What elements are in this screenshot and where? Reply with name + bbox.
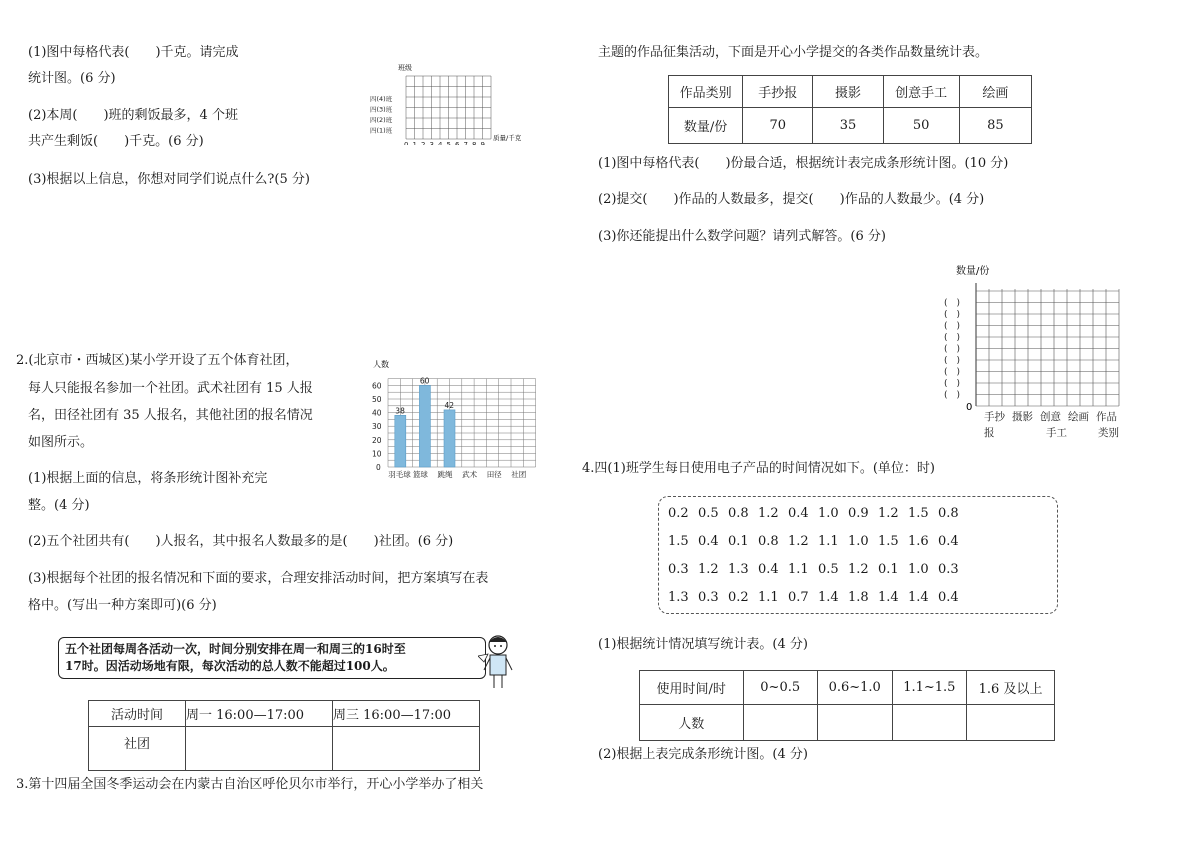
q3-blank-chart-svg — [938, 262, 1128, 444]
usage-data-value: 1.1 — [788, 562, 809, 577]
q2-bar-value-label: 42 — [444, 400, 455, 410]
q1-row-label: 四(4)班 — [370, 95, 393, 103]
q3-category-label: 手抄 — [984, 411, 1005, 423]
q1-row-label: 四(3)班 — [370, 105, 393, 114]
q1-xtick: 8 — [472, 141, 477, 145]
q3-intro-start: 3.第十四届全国冬季运动会在内蒙古自治区呼伦贝尔市举行，开心小学举办了相关 — [16, 777, 484, 792]
q2-category-label: 武术 — [462, 470, 478, 479]
bubble-line2: 17时。因活动场地有限，每次活动的总人数不能超过100人。 — [65, 659, 395, 673]
usage-data-value: 1.8 — [848, 590, 869, 605]
q3-category-label: 创意 — [1040, 411, 1061, 423]
usage-data-value: 0.5 — [818, 562, 839, 577]
usage-cell-range1[interactable] — [743, 705, 817, 741]
usage-data-value: 0.8 — [758, 534, 779, 549]
works-count-table — [668, 75, 1032, 144]
q3-category-label: 作品 — [1096, 411, 1117, 423]
q1-xtick: 7 — [463, 141, 468, 145]
usage-header-time: 使用时间/时 — [640, 671, 744, 705]
q1-row-label: 四(1)班 — [370, 126, 393, 135]
q1-chart — [368, 60, 538, 145]
q1-xtick: 9 — [480, 141, 485, 145]
q3-ytick-blank: ( ) — [944, 344, 961, 355]
usage-data-row — [668, 562, 968, 577]
usage-data-value: 1.3 — [668, 590, 689, 605]
usage-data-value: 1.1 — [758, 590, 779, 605]
q2-part1-line1: (1)根据上面的信息，将条形统计图补充完 — [28, 471, 268, 486]
usage-data-value: 0.7 — [788, 590, 809, 605]
q4-intro: 4.四(1)班学生每日使用电子产品的时间情况如下。(单位：时) — [582, 461, 935, 476]
q2-ytick: 50 — [372, 395, 382, 404]
usage-data-value: 0.4 — [698, 534, 719, 549]
q1-chart-svg — [368, 60, 538, 145]
works-header-craft: 创意手工 — [883, 76, 959, 108]
plan-cell-monday[interactable] — [186, 727, 333, 771]
q3-part1: (1)图中每格代表( )份最合适，根据统计表完成条形统计图。(10 分) — [598, 156, 1009, 171]
q2-ytick: 10 — [372, 449, 382, 459]
usage-data-value: 0.8 — [728, 506, 749, 521]
q1-row-label: 四(2)班 — [370, 116, 393, 124]
usage-data-value: 1.5 — [908, 506, 929, 521]
q1-xtick: 6 — [455, 141, 460, 145]
usage-data-value: 1.0 — [908, 562, 929, 577]
usage-data-value: 1.2 — [878, 506, 899, 521]
q1-xtick: 1 — [412, 141, 417, 145]
q2-part3-line2: 格中。(写出一种方案即可)(6 分) — [28, 598, 217, 613]
usage-header-range2: 0.6~1.0 — [817, 671, 892, 705]
usage-data-value: 0.4 — [788, 506, 809, 521]
q2-bar — [395, 415, 406, 467]
q3-category-label: 摄影 — [1012, 411, 1033, 423]
q2-bar — [419, 385, 430, 467]
works-value-handcopy: 70 — [743, 108, 813, 144]
q1-chart-xlabel: 质量/千克 — [493, 134, 522, 142]
q4-part2: (2)根据上表完成条形统计图。(4 分) — [598, 747, 808, 762]
usage-data-value: 0.9 — [848, 506, 869, 521]
q4-part1: (1)根据统计情况填写统计表。(4 分) — [598, 637, 808, 652]
usage-data-value: 0.2 — [668, 506, 689, 521]
usage-header-range1: 0~0.5 — [743, 671, 817, 705]
q2-intro-line2: 每人只能报名参加一个社团。武术社团有 15 人报 — [28, 381, 313, 396]
q3-ytick-blank: ( ) — [944, 390, 961, 401]
q3-ytick-blank: ( ) — [944, 367, 961, 378]
q2-intro-line3: 名，田径社团有 35 人报名，其他社团的报名情况 — [28, 408, 313, 423]
plan-header-time: 活动时间 — [89, 701, 186, 727]
q2-category-label: 篮球 — [412, 470, 428, 479]
q1-xtick: 0 — [404, 141, 409, 145]
bubble-line1: 五个社团每周各活动一次，时间分别安排在周一和周三的16时至 — [65, 642, 406, 656]
q2-bar — [444, 410, 455, 467]
q3-ytick-blank: ( ) — [944, 321, 961, 332]
q3-category-label-line2: 报 — [984, 427, 995, 439]
plan-cell-wednesday[interactable] — [333, 727, 480, 771]
q1-part3: (3)根据以上信息，你想对同学们说点什么?(5 分) — [28, 172, 310, 187]
q1-part2-line2: 共产生剩饭( )千克。(6 分) — [28, 134, 204, 149]
works-row-count: 数量/份 — [669, 108, 743, 144]
usage-data-row — [668, 590, 968, 605]
q2-category-label: 社团 — [511, 470, 527, 479]
usage-data-value: 1.5 — [668, 534, 689, 549]
q2-intro-line1: 2.(北京市・西城区)某小学开设了五个体育社团， — [16, 353, 299, 368]
q2-bar-chart-svg — [368, 355, 548, 483]
usage-data-row — [668, 534, 968, 549]
rules-speech-bubble — [58, 637, 486, 679]
usage-data-value: 1.0 — [818, 506, 839, 521]
q1-part2-line1: (2)本周( )班的剩饭最多，4 个班 — [28, 108, 238, 123]
q3-chart-zero: 0 — [966, 402, 973, 413]
q2-intro-line4: 如图所示。 — [28, 435, 94, 450]
q2-chart-ylabel: 人数 — [373, 360, 389, 369]
activity-plan-table — [88, 700, 480, 771]
usage-data-value: 0.1 — [728, 534, 749, 549]
q1-part1-line1: (1)图中每格代表( )千克。请完成 — [28, 45, 239, 60]
q3-ytick-blank: ( ) — [944, 333, 961, 343]
q2-bar-value-label: 38 — [395, 406, 405, 416]
usage-data-value: 1.2 — [698, 562, 719, 577]
q3-ytick-blank: ( ) — [944, 379, 961, 389]
child-illustration — [478, 632, 518, 690]
usage-data-value: 1.4 — [908, 590, 929, 605]
q2-ytick: 30 — [372, 422, 382, 432]
plan-header-monday: 周一 16:00—17:00 — [186, 701, 333, 727]
usage-data-value: 1.4 — [878, 590, 899, 605]
usage-header-range4: 1.6 及以上 — [967, 671, 1055, 705]
q1-xtick: 5 — [446, 141, 451, 145]
works-header-handcopy: 手抄报 — [743, 76, 813, 108]
q3-intro-continued: 主题的作品征集活动，下面是开心小学提交的各类作品数量统计表。 — [598, 45, 989, 60]
usage-data-value: 0.3 — [698, 590, 719, 605]
q3-ytick-blank: ( ) — [944, 310, 961, 320]
q3-chart-ylabel: 数量/份 — [956, 266, 990, 277]
works-header-painting: 绘画 — [959, 76, 1031, 108]
q3-ytick-blank: ( ) — [944, 356, 961, 366]
usage-cell-range3[interactable] — [892, 705, 967, 741]
works-value-painting: 85 — [959, 108, 1031, 144]
usage-data-value: 1.0 — [848, 534, 869, 549]
usage-time-table — [639, 670, 1055, 741]
q1-xtick: 4 — [438, 141, 443, 145]
usage-row-count: 人数 — [640, 705, 744, 741]
q2-category-label: 跳绳 — [437, 470, 453, 479]
usage-data-value: 0.8 — [938, 506, 959, 521]
q3-category-label-line2: 类别 — [1098, 427, 1119, 439]
q2-ytick: 60 — [372, 381, 382, 391]
usage-data-value: 1.5 — [878, 534, 899, 549]
works-value-craft: 50 — [883, 108, 959, 144]
usage-data-value: 0.3 — [938, 562, 959, 577]
usage-data-value: 1.4 — [818, 590, 839, 605]
works-header-photo: 摄影 — [813, 76, 883, 108]
q2-ytick: 20 — [372, 435, 382, 445]
q2-category-label: 羽毛球 — [388, 470, 411, 479]
usage-data-value: 1.2 — [848, 562, 869, 577]
q2-bar-chart — [368, 355, 548, 483]
usage-data-value: 1.2 — [758, 506, 779, 521]
q3-part2: (2)提交( )作品的人数最多，提交( )作品的人数最少。(4 分) — [598, 192, 985, 207]
q3-category-label-line2: 手工 — [1046, 427, 1067, 439]
q1-xtick: 3 — [429, 141, 434, 145]
usage-data-value: 1.6 — [908, 534, 929, 549]
q3-blank-chart — [938, 262, 1128, 444]
usage-header-range3: 1.1~1.5 — [892, 671, 967, 705]
usage-data-value: 0.4 — [938, 534, 959, 549]
q1-grid — [406, 76, 491, 139]
usage-data-value: 0.2 — [728, 590, 749, 605]
q2-ytick: 0 — [376, 463, 381, 472]
q3-category-label: 绘画 — [1068, 411, 1089, 423]
q1-xtick: 2 — [421, 141, 426, 145]
q1-chart-ylabel: 班级 — [398, 64, 412, 72]
plan-row-club: 社团 — [89, 727, 186, 771]
usage-cell-range2[interactable] — [817, 705, 892, 741]
usage-data-value: 0.1 — [878, 562, 899, 577]
usage-data-value: 0.4 — [758, 562, 779, 577]
q2-bar-value-label: 60 — [419, 376, 430, 386]
usage-data-value: 0.4 — [938, 590, 959, 605]
usage-data-value: 0.5 — [698, 506, 719, 521]
q2-category-label: 田径 — [486, 470, 502, 479]
usage-data-value: 1.1 — [818, 534, 839, 549]
works-header-category: 作品类别 — [669, 76, 743, 108]
q3-part3: (3)你还能提出什么数学问题？请列式解答。(6 分) — [598, 229, 886, 244]
works-value-photo: 35 — [813, 108, 883, 144]
q2-ytick: 40 — [372, 408, 382, 418]
usage-data-value: 0.3 — [668, 562, 689, 577]
q2-part1-line2: 整。(4 分) — [28, 498, 90, 513]
plan-header-wednesday: 周三 16:00—17:00 — [333, 701, 480, 727]
usage-data-row — [668, 506, 968, 521]
q1-part1-line2: 统计图。(6 分) — [28, 71, 116, 86]
q2-part2: (2)五个社团共有( )人报名，其中报名人数最多的是( )社团。(6 分) — [28, 534, 454, 549]
q3-ytick-blank: ( ) — [944, 298, 961, 309]
usage-data-value: 1.2 — [788, 534, 809, 549]
usage-data-value: 1.3 — [728, 562, 749, 577]
usage-cell-range4[interactable] — [967, 705, 1055, 741]
q2-part3-line1: (3)根据每个社团的报名情况和下面的要求，合理安排活动时间，把方案填写在表 — [28, 571, 489, 586]
